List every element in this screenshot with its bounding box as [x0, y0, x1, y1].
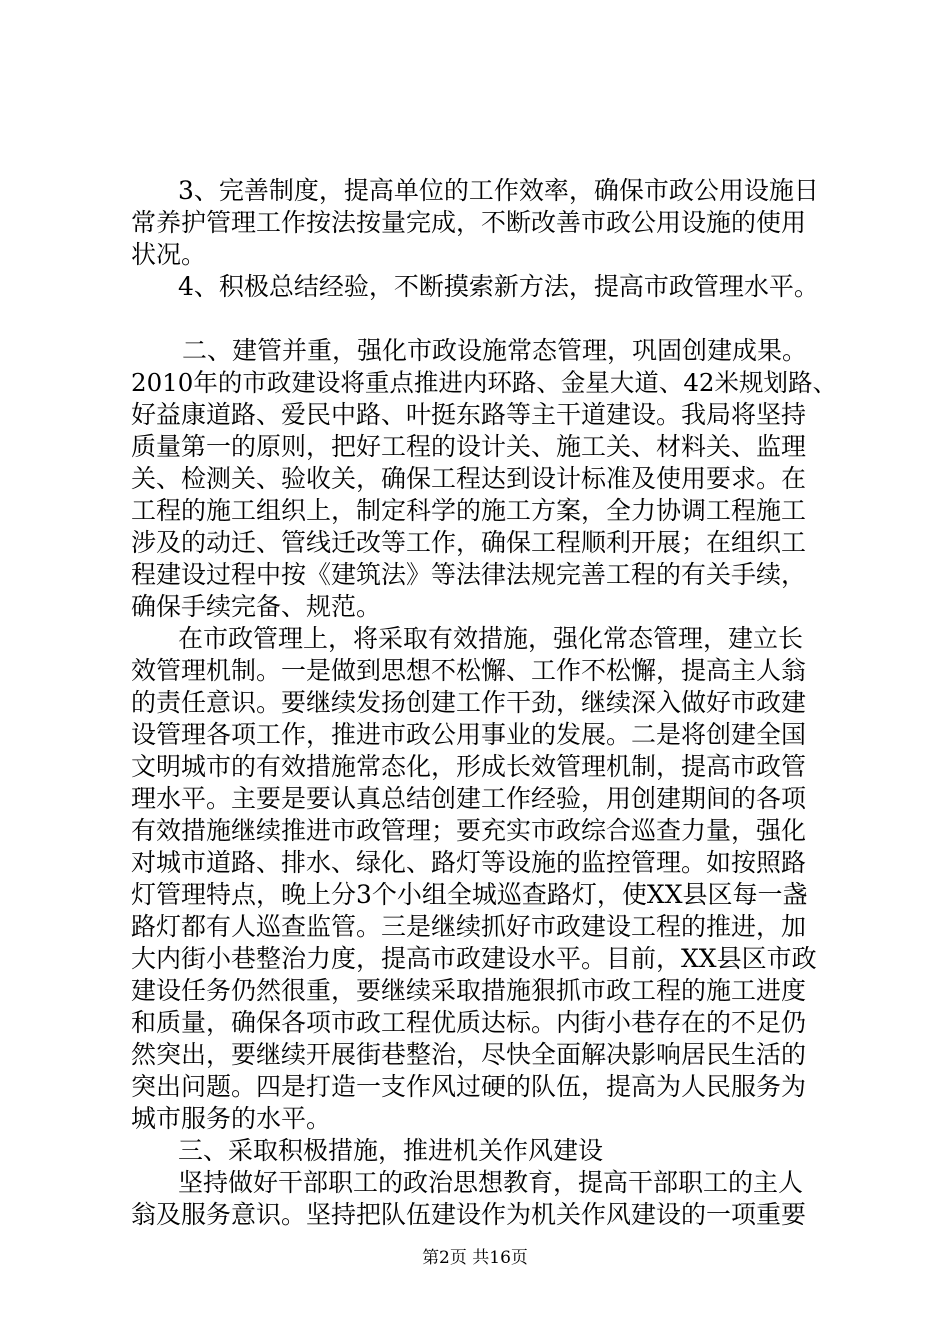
- paragraph-line: 确保手续完备、规范。: [131, 592, 382, 621]
- paragraph-line: 突出问题。四是打造一支作风过硬的队伍，提高为人民服务为: [131, 1072, 807, 1101]
- paragraph-line: 和质量，确保各项市政工程优质达标。内街小巷存在的不足仍: [131, 1008, 807, 1037]
- paragraph-line: 程建设过程中按《建筑法》等法律法规完善工程的有关手续，: [131, 560, 807, 589]
- paragraph-line: 4、积极总结经验，不断摸索新方法，提高市政管理水平。: [178, 272, 819, 301]
- paragraph-line: 大内街小巷整治力度，提高市政建设水平。目前，XX县区市政: [131, 944, 817, 973]
- paragraph-line: 城市服务的水平。: [131, 1104, 332, 1133]
- paragraph-line: 涉及的动迁、管线迁改等工作，确保工程顺利开展；在组织工: [131, 528, 807, 557]
- paragraph-line: 设管理各项工作，推进市政公用事业的发展。二是将创建全国: [131, 720, 807, 749]
- paragraph-line: 建设任务仍然很重，要继续采取措施狠抓市政工程的施工进度: [131, 976, 807, 1005]
- paragraph-line: 然突出，要继续开展街巷整治，尽快全面解决影响居民生活的: [131, 1040, 807, 1069]
- paragraph-line: 对城市道路、排水、绿化、路灯等设施的监控管理。如按照路: [131, 848, 807, 877]
- paragraph-line: 质量第一的原则，把好工程的设计关、施工关、材料关、监理: [131, 432, 807, 461]
- paragraph-line: 灯管理特点，晚上分3个小组全城巡查路灯，使XX县区每一盏: [131, 880, 808, 909]
- paragraph-line: 效管理机制。一是做到思想不松懈、工作不松懈，提高主人翁: [131, 656, 807, 685]
- paragraph-line: 在市政管理上，将采取有效措施，强化常态管理，建立长: [178, 624, 804, 653]
- section-heading-line: 三、采取积极措施，推进机关作风建设: [178, 1136, 604, 1165]
- paragraph-line: 2010年的市政建设将重点推进内环路、金星大道、42米规划路、: [131, 368, 838, 397]
- paragraph-line: 路灯都有人巡查监管。三是继续抓好市政建设工程的推进，加: [131, 912, 807, 941]
- paragraph-line: 3、完善制度，提高单位的工作效率，确保市政公用设施日: [178, 176, 819, 205]
- paragraph-line: 好益康道路、爱民中路、叶挺东路等主干道建设。我局将坚持: [131, 400, 807, 429]
- paragraph-line: 常养护管理工作按法按量完成，不断改善市政公用设施的使用: [131, 208, 807, 237]
- page-number-footer: 第2页 共16页: [422, 1248, 528, 1268]
- paragraph-line: 坚持做好干部职工的政治思想教育，提高干部职工的主人: [178, 1168, 804, 1197]
- section-heading-line: 二、建管并重，强化市政设施常态管理，巩固创建成果。: [182, 336, 808, 365]
- paragraph-line: 有效措施继续推进市政管理；要充实市政综合巡查力量，强化: [131, 816, 807, 845]
- paragraph-line: 的责任意识。要继续发扬创建工作干劲，继续深入做好市政建: [131, 688, 807, 717]
- paragraph-line: 理水平。主要是要认真总结创建工作经验，用创建期间的各项: [131, 784, 807, 813]
- paragraph-line: 翁及服务意识。坚持把队伍建设作为机关作风建设的一项重要: [131, 1200, 807, 1229]
- paragraph-line: 工程的施工组织上，制定科学的施工方案，全力协调工程施工: [131, 496, 807, 525]
- paragraph-line: 状况。: [131, 240, 207, 269]
- paragraph-line: 文明城市的有效措施常态化，形成长效管理机制，提高市政管: [131, 752, 807, 781]
- paragraph-line: 关、检测关、验收关，确保工程达到设计标准及使用要求。在: [131, 464, 807, 493]
